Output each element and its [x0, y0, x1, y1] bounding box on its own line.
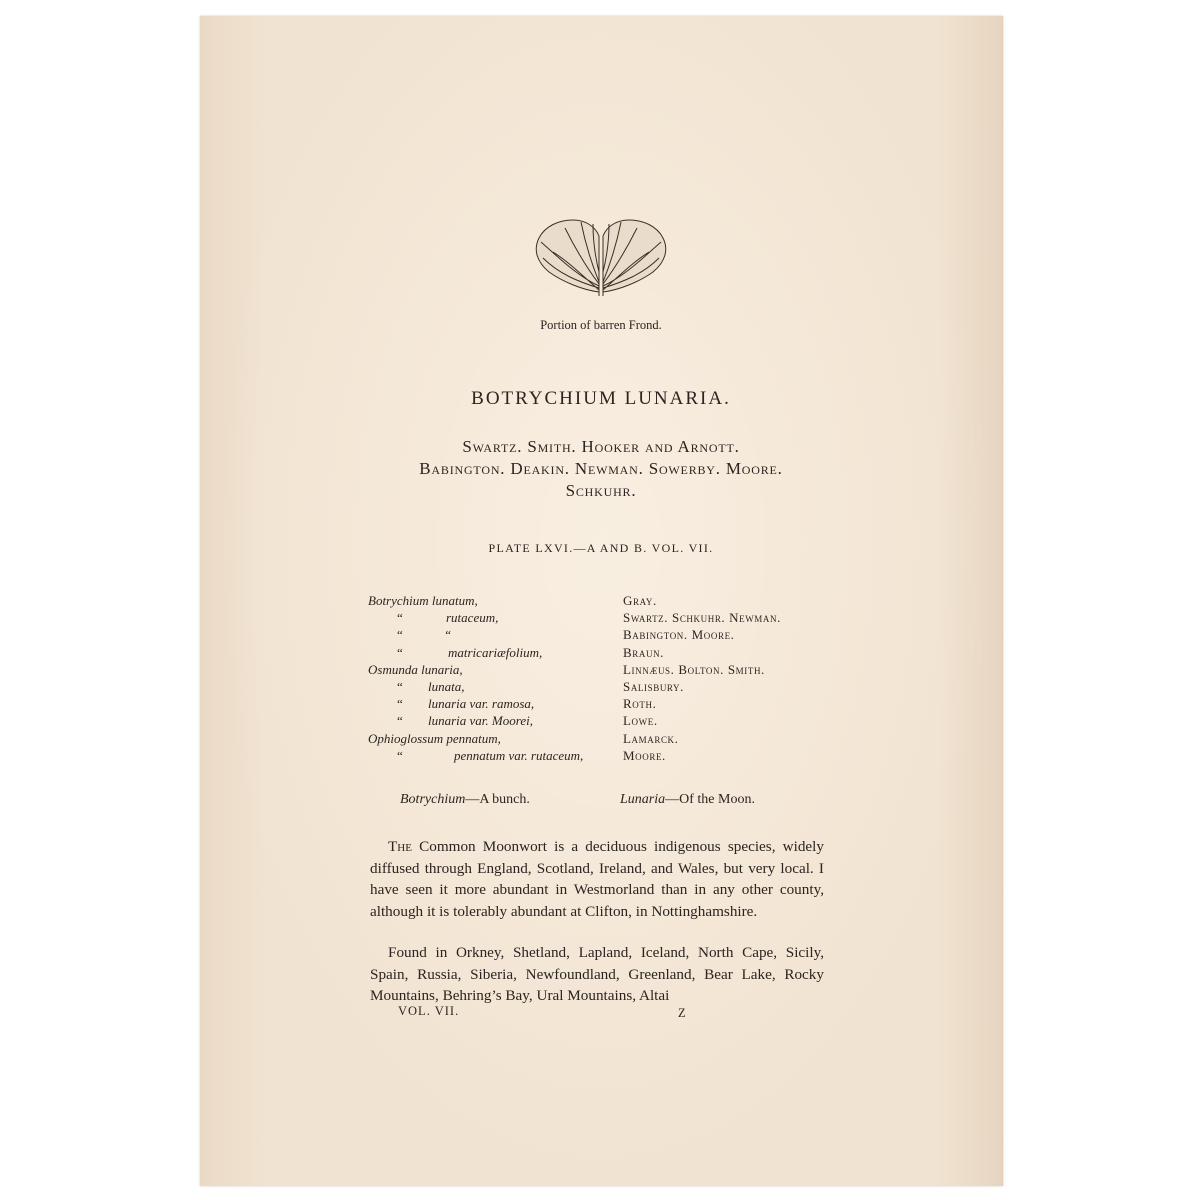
etymology-term: Lunaria [620, 792, 666, 807]
footer-volume: VOL. VII. [398, 1004, 460, 1018]
paragraph-lead: The [388, 838, 412, 855]
synonym-name: pennatum var. rutaceum, [454, 747, 584, 763]
species-title: BOTRYCHIUM LUNARIA. [471, 388, 731, 409]
synonym-ditto-mark: “ [397, 679, 403, 694]
synonym-name: lunaria var. Moorei, [428, 713, 533, 729]
synonym-authority: Salisbury. [623, 679, 684, 694]
etymology-meaning: —A bunch. [465, 792, 530, 807]
plate-reference: PLATE LXVI.—A AND B. VOL. VII. [488, 541, 714, 555]
paragraph-text: Common Moonwort is a deciduous indigenous species, widely diffused through England, Scotland, Ireland, and Wales, but very local. I have seen it more abundant in Westmorland than in any other county, although it is tolerably abundant at Clifton, in Nottinghamshire. [370, 838, 824, 920]
synonym-ditto-mark: “ [397, 696, 403, 712]
etymology-meaning: —Of the Moon. [665, 792, 755, 807]
authorities-line: Schkuhr. [565, 481, 637, 500]
synonym-name: Ophioglossum pennatum, [368, 730, 501, 746]
synonym-authority: Lamarck. [623, 730, 679, 746]
book-page [200, 16, 1003, 1186]
synonym-ditto-mark: “ [397, 610, 403, 626]
synonym-authority: Gray. [623, 593, 657, 608]
synonym-ditto-mark: “ [397, 713, 403, 729]
footer-signature: Z [678, 1006, 687, 1020]
synonym-name: lunata, [428, 679, 465, 694]
authorities-line: Swartz. Smith. Hooker and Arnott. [462, 437, 740, 456]
etymology-botrychium [400, 792, 530, 808]
body-paragraph-1 [370, 836, 824, 922]
figure-caption: Portion of barren Frond. [540, 318, 662, 332]
synonym-name: Botrychium lunatum, [368, 593, 478, 608]
etymology-term: Botrychium [400, 792, 466, 807]
synonym-name: matricariæfolium, [448, 644, 543, 660]
synonym-authority: Braun. [623, 644, 665, 660]
synonym-ditto-mark: “ [397, 627, 403, 643]
synonym-authority: Babington. Moore. [623, 627, 735, 643]
synonym-ditto-mark: “ [397, 644, 403, 660]
synonym-name: “ [444, 627, 452, 643]
synonym-authority: Moore. [623, 747, 666, 763]
authorities-line: Babington. Deakin. Newman. Sowerby. Moore. [419, 459, 783, 478]
synonym-name: lunaria var. ramosa, [428, 696, 535, 712]
barren-frond-illustration [533, 212, 669, 298]
etymology-lunaria [620, 792, 755, 808]
synonym-authority: Roth. [623, 696, 657, 712]
synonym-authority: Linnæus. Bolton. Smith. [623, 661, 765, 677]
synonym-authority: Lowe. [623, 713, 658, 729]
authorities-block [200, 436, 1002, 502]
synonym-ditto-mark: “ [397, 747, 403, 763]
synonym-authority: Swartz. Schkuhr. Newman. [623, 610, 781, 626]
body-paragraph-2: Found in Orkney, Shetland, Lapland, Iceland, North Cape, Sicily, Spain, Russia, Siberia, Newfoundland, Greenland, Bear Lake, Rocky Mountains, Behring’s Bay, Ural Mountains, Altai [370, 944, 824, 1005]
synonym-name: Osmunda lunaria, [368, 661, 463, 677]
synonym-name: rutaceum, [446, 610, 499, 626]
